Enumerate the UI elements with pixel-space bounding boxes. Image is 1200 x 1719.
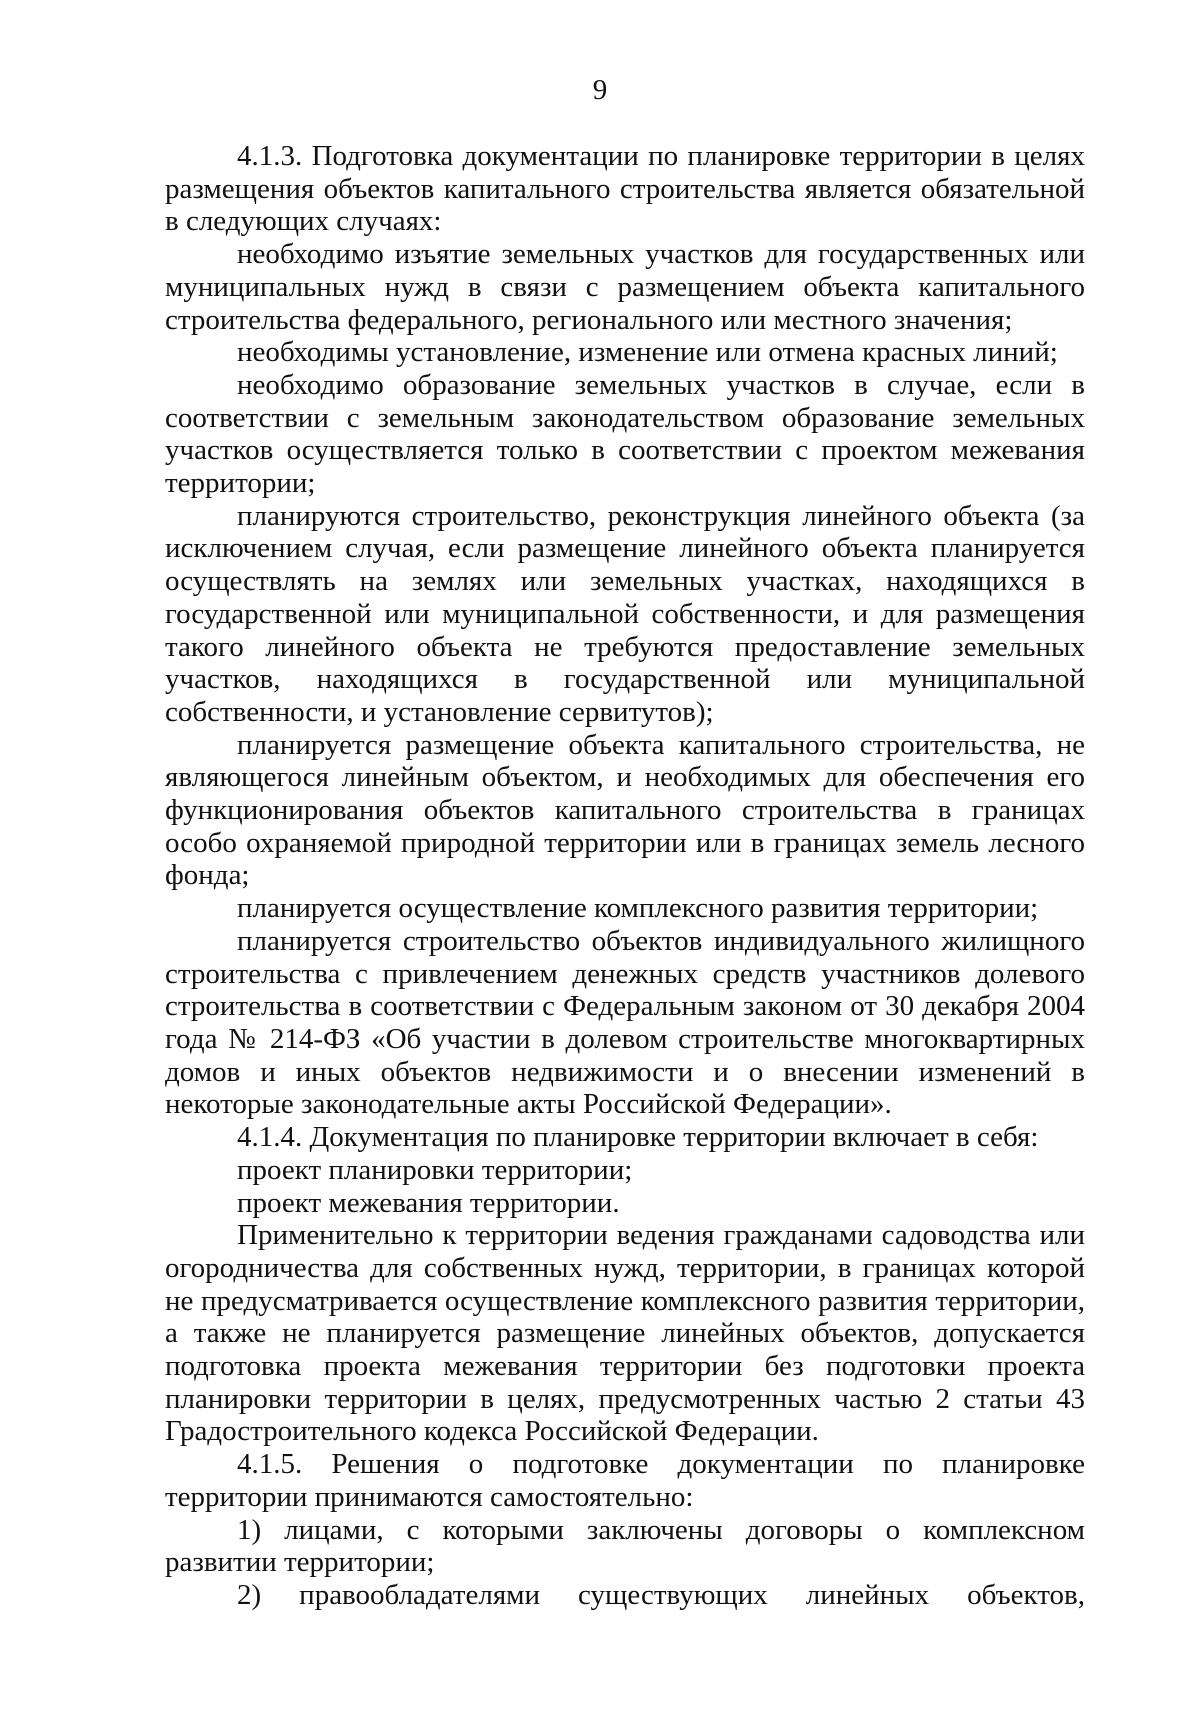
paragraph-4-1-4: 4.1.4. Документация по планировке территории включает в себя: bbox=[237, 1121, 1039, 1154]
paragraph: Применительно к территории ведения гражданами садоводства или огородничества для собственных нужд, территории, в границах которой не предусматривается осуществление комплексного развития территории, а также не планируется размещение линейных объектов, допускается подготовка проекта межевания территории без подготовки проекта планировки территории в целях, предусмотренных частью 2 статьи 43 Градостроительного кодекса Российской Федерации. bbox=[165, 1219, 1085, 1448]
list-item: необходимо образование земельных участков в случае, если в соответствии с земельным законодательством образование земельных участков осуществляется только в соответствии с проектом межевания территории; bbox=[165, 368, 1085, 500]
document-body bbox=[165, 140, 1085, 1612]
paragraph-4-1-3: 4.1.3. Подготовка документации по планировке территории в целях размещения объектов капитального строительства является обязательной в следующих случаях: bbox=[165, 140, 1085, 238]
list-item: необходимо изъятие земельных участков для государственных или муниципальных нужд в связи с размещением объекта капитального строительства федерального, регионального или местного значения; bbox=[165, 238, 1085, 336]
list-item: планируются строительство, реконструкция линейного объекта (за исключением случая, если размещение линейного объекта планируется осуществлять на землях или земельных участках, находящихся в государственной или муниципальной собственности, и для размещения такого линейного объекта не требуются предоставление земельных участков, находящихся в государственной или муниципальной собственности, и установление сервитутов); bbox=[165, 499, 1085, 728]
list-item: необходимы установление, изменение или отмена красных линий; bbox=[237, 336, 1058, 369]
list-item: планируется осуществление комплексного развития территории; bbox=[237, 892, 1039, 925]
list-item: проект межевания территории. bbox=[237, 1186, 620, 1219]
page-number: 9 bbox=[592, 74, 608, 106]
paragraph-4-1-5: 4.1.5. Решения о подготовке документации по планировке территории принимаются самостоятельно: bbox=[165, 1448, 1085, 1513]
list-item: проект планировки территории; bbox=[237, 1153, 633, 1186]
list-item: планируется размещение объекта капитального строительства, не являющегося линейным объектом, и необходимых для обеспечения его функционирования объектов капитального строительства в границах особо охраняемой природной территории или в границах земель лесного фонда; bbox=[165, 728, 1085, 892]
list-item: 1) лицами, с которыми заключены договоры о комплексном развитии территории; bbox=[165, 1513, 1085, 1579]
list-item: 2) правообладателями существующих линейных объектов, bbox=[237, 1578, 1085, 1611]
list-item: планируется строительство объектов индивидуального жилищного строительства с привлечением денежных средств участников долевого строительства в соответствии с Федеральным законом от 30 декабря 2004 года № 214-ФЗ «Об участии в долевом строительстве многоквартирных домов и иных объектов недвижимости и о внесении изменений в некоторые законодательные акты Российской Федерации». bbox=[165, 924, 1085, 1121]
